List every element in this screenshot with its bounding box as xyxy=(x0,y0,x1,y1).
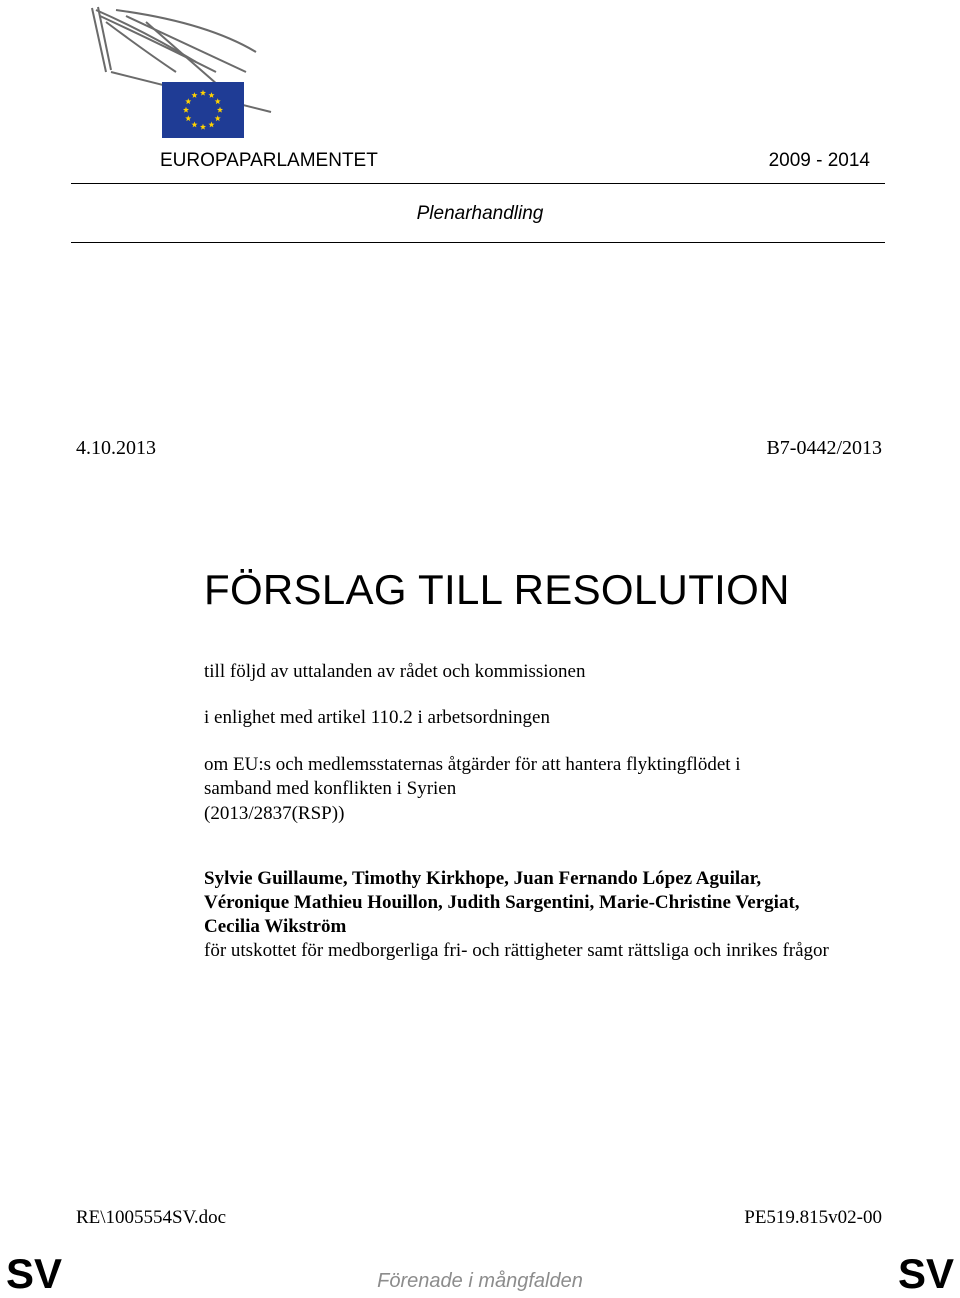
language-code-left: SV xyxy=(6,1250,63,1297)
authors xyxy=(204,867,904,939)
authors-line-3: Cecilia Wikström xyxy=(204,916,347,937)
committee: för utskottet för medborgerliga fri- och rättigheter samt rättsliga och inrikes frågor xyxy=(204,940,829,961)
header-divider-top xyxy=(71,183,885,184)
european-parliament-logo xyxy=(86,2,286,142)
document-reference: B7-0442/2013 xyxy=(766,437,882,459)
institution-name: EUROPAPARLAMENTET xyxy=(160,150,378,171)
subject-line-1: om EU:s och medlemsstaternas åtgärder för att hantera flyktingflödet i xyxy=(204,754,741,775)
basis-line-1: till följd av uttalanden av rådet och kommissionen xyxy=(204,661,586,682)
procedure-number: (2013/2837(RSP)) xyxy=(204,803,345,824)
footer-pe-number: PE519.815v02-00 xyxy=(744,1207,882,1228)
footer-filename: RE\1005554SV.doc xyxy=(76,1207,227,1228)
document-title: FÖRSLAG TILL RESOLUTION xyxy=(204,566,790,613)
header-divider-bottom xyxy=(71,242,885,243)
subject-line-2: samband med konflikten i Syrien xyxy=(204,778,457,799)
basis-line-2: i enlighet med artikel 110.2 i arbetsordningen xyxy=(204,707,550,728)
eu-motto: Förenade i mångfalden xyxy=(377,1270,583,1292)
language-code-right: SV xyxy=(897,1250,954,1297)
authors-line-1: Sylvie Guillaume, Timothy Kirkhope, Juan Fernando López Aguilar, xyxy=(204,868,762,889)
session-document-type: Plenarhandling xyxy=(416,203,544,224)
authors-line-2: Véronique Mathieu Houillon, Judith Sargentini, Marie-Christine Vergiat, xyxy=(204,892,800,913)
document-date: 4.10.2013 xyxy=(76,437,156,459)
parliamentary-term: 2009 - 2014 xyxy=(768,150,870,171)
